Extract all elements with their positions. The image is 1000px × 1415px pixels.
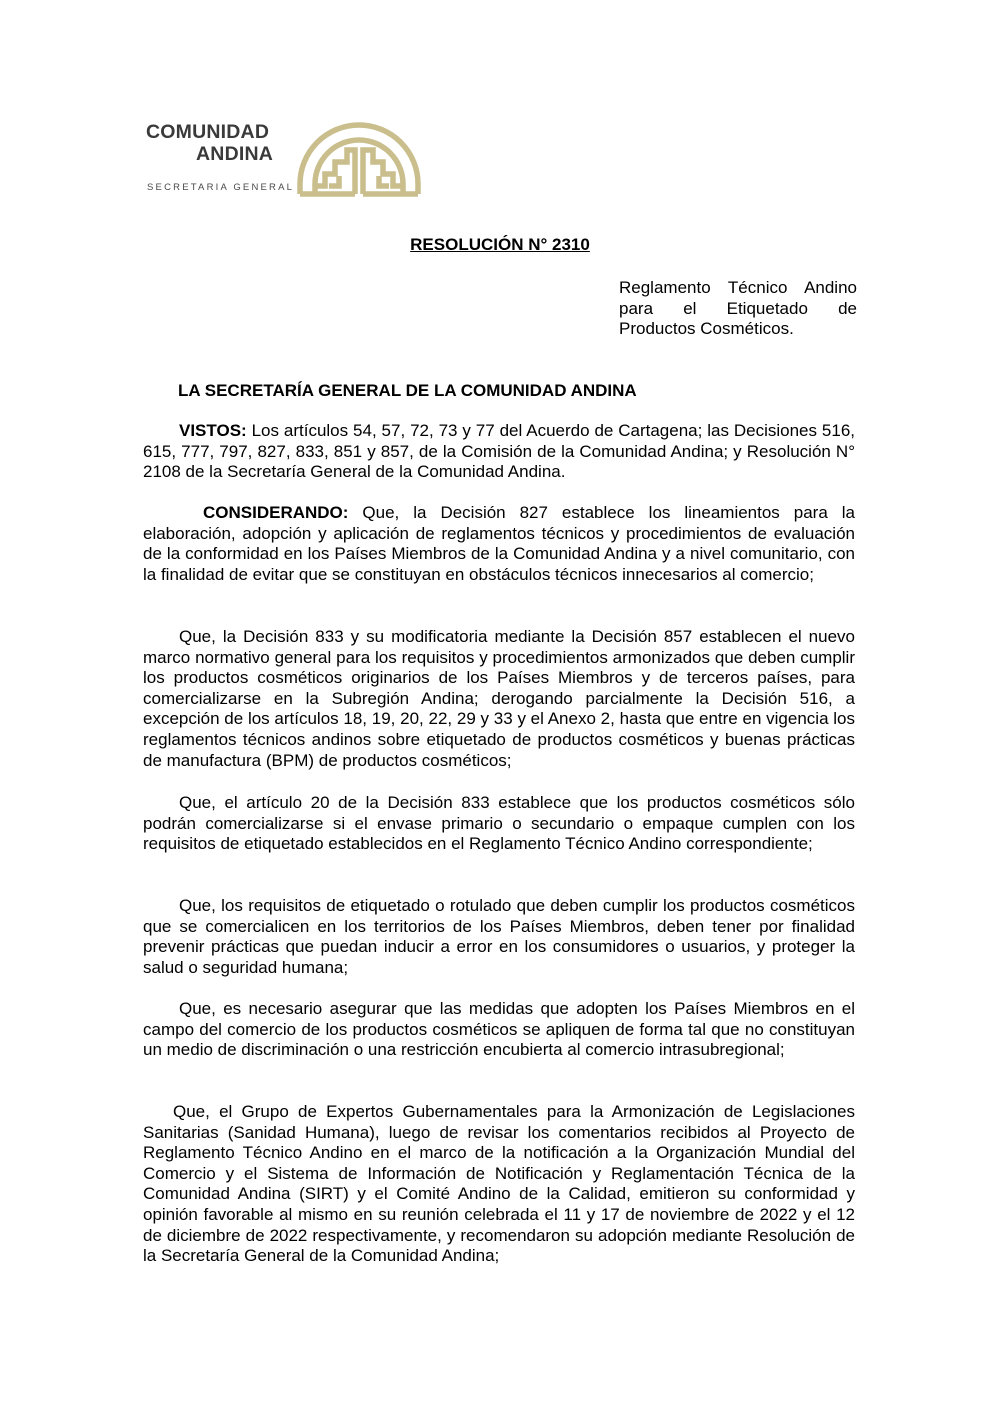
issuing-authority-heading: LA SECRETARÍA GENERAL DE LA COMUNIDAD ANDINA (178, 381, 637, 400)
comunidad-andina-logo (146, 120, 436, 200)
considerando-paragraph (143, 503, 855, 585)
considerando-label: CONSIDERANDO: (203, 503, 349, 522)
resolution-subject (619, 278, 857, 340)
considerando-text: Que, la Decisión 827 establece los lineamientos para la elaboración, adopción y aplicación de reglamentos técnicos y procedimientos de evaluación de la conformidad en los Países Miembros de la Comunidad Andina y a nivel comunitario, con la finalidad de evitar que se constituyan en obstáculos técnicos innecesarios al comercio; (143, 503, 855, 584)
logo-text-comunidad: COMUNIDAD (146, 121, 270, 143)
subject-line: Productos Cosméticos. (619, 319, 794, 339)
resolution-title: RESOLUCIÓN N° 2310 (410, 235, 590, 254)
vistos-text: Los artículos 54, 57, 72, 73 y 77 del Acuerdo de Cartagena; las Decisiones 516, 615, 777, 797, 827, 833, 851 y 857, de la Comisión de la Comunidad Andina; y Resolución N° 2108 de la Secretaría General de la Comunidad Andina. (143, 421, 855, 482)
whereas-paragraph: Que, la Decisión 833 y su modificatoria mediante la Decisión 857 establecen el nuevo marco normativo general para los requisitos y procedimientos armonizados que deben cumplir los productos cosméticos originarios de los Países Miembros y de terceros países, para comercializarse en la Subregión Andina; derogando parcialmente la Decisión 516, a excepción de los artículos 18, 19, 20, 22, 29 y 33 y el Anexo 2, hasta que entre en vigencia los reglamentos técnicos andinos sobre etiquetado de productos cosméticos y buenas prácticas de manufactura (BPM) de productos cosméticos; (143, 627, 855, 770)
logo-text-andina: ANDINA (196, 143, 274, 165)
vistos-label: VISTOS: (179, 421, 247, 440)
whereas-paragraph: Que, el artículo 20 de la Decisión 833 establece que los productos cosméticos sólo podrán comercializarse si el envase primario o secundario o empaque cumplen con los requisitos de etiquetado establecidos en el Reglamento Técnico Andino correspondiente; (143, 793, 855, 854)
subject-line: Reglamento Técnico Andino (619, 278, 857, 297)
whereas-paragraph: Que, los requisitos de etiquetado o rotulado que deben cumplir los productos cosméticos que se comercialicen en los territorios de los Países Miembros, deben tener por finalidad prevenir prácticas que puedan inducir a error en los consumidores o usuarios, y proteger la salud o seguridad humana; (143, 896, 855, 977)
vistos-paragraph (143, 421, 855, 483)
logo-subtitle: SECRETARIA GENERAL (147, 182, 295, 193)
whereas-paragraph: Que, el Grupo de Expertos Gubernamentales para la Armonización de Legislaciones Sanitarias (Sanidad Humana), luego de revisar los comentarios recibidos al Proyecto de Reglamento Técnico Andino en el marco de la notificación a la Organización Mundial del Comercio y el Sistema de Información de Notificación y Reglamentación Técnica de la Comunidad Andina (SIRT) y el Comité Andino de la Calidad, emitieron su conformidad y opinión favorable al mismo en su reunión celebrada el 11 y 17 de noviembre de 2022 y el 12 de diciembre de 2022 respectivamente, y recomendaron su adopción mediante Resolución de la Secretaría General de la Comunidad Andina; (143, 1102, 855, 1266)
whereas-paragraph: Que, es necesario asegurar que las medidas que adopten los Países Miembros en el campo del comercio de los productos cosméticos se apliquen de forma tal que no constituyan un medio de discriminación o una restricción encubierta al comercio intrasubregional; (143, 999, 855, 1060)
andean-arch-emblem-icon (295, 122, 423, 198)
subject-line: para el Etiquetado de (619, 298, 857, 318)
